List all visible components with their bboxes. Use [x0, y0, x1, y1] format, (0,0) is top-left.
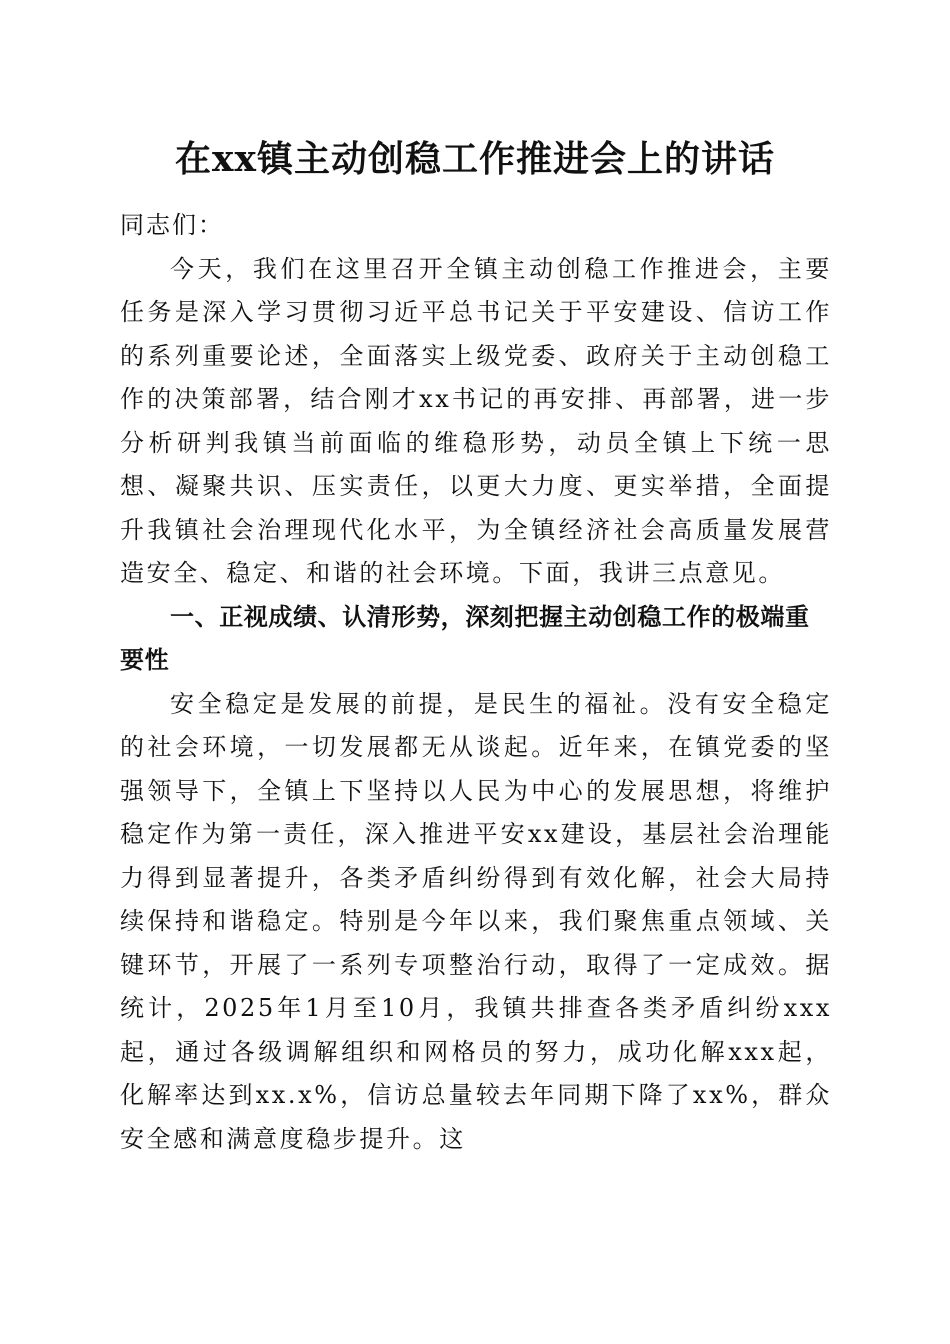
salutation: 同志们：: [120, 211, 224, 239]
intro-paragraph: 今天，我们在这里召开全镇主动创稳工作推进会，主要任务是深入学习贯彻习近平总书记关于平安建设、信访工作的系列重要论述，全面落实上级党委、政府关于主动创稳工作的决策部署，结合刚才xx书记的再安排、再部署，进一步分析研判我镇当前面临的维稳形势，动员全镇上下统一思想、凝聚共识、压实责任，以更大力度、更实举措，全面提升我镇社会治理现代化水平，为全镇经济社会高质量发展营造安全、稳定、和谐的社会环境。下面，我讲三点意见。: [120, 254, 832, 587]
section-1-paragraph: 安全稳定是发展的前提，是民生的福祉。没有安全稳定的社会环境，一切发展都无从谈起。近年来，在镇党委的坚强领导下，全镇上下坚持以人民为中心的发展思想，将维护稳定作为第一责任，深入推进平安xx建设，基层社会治理能力得到显著提升，各类矛盾纠纷得到有效化解，社会大局持续保持和谐稳定。特别是今年以来，我们聚焦重点领域、关键环节，开展了一系列专项整治行动，取得了一定成效。据统计，2025年1月至10月，我镇共排查各类矛盾纠纷xxx起，通过各级调解组织和网格员的努力，成功化解xxx起，化解率达到xx.x%，信访总量较去年同期下降了xx%，群众安全感和满意度稳步提升。这: [120, 689, 832, 1153]
document-body: [120, 204, 832, 1161]
section-1-heading: 一、正视成绩、认清形势，深刻把握主动创稳工作的极端重要性: [120, 602, 810, 674]
document-title: 在xx镇主动创稳工作推进会上的讲话: [175, 138, 775, 180]
